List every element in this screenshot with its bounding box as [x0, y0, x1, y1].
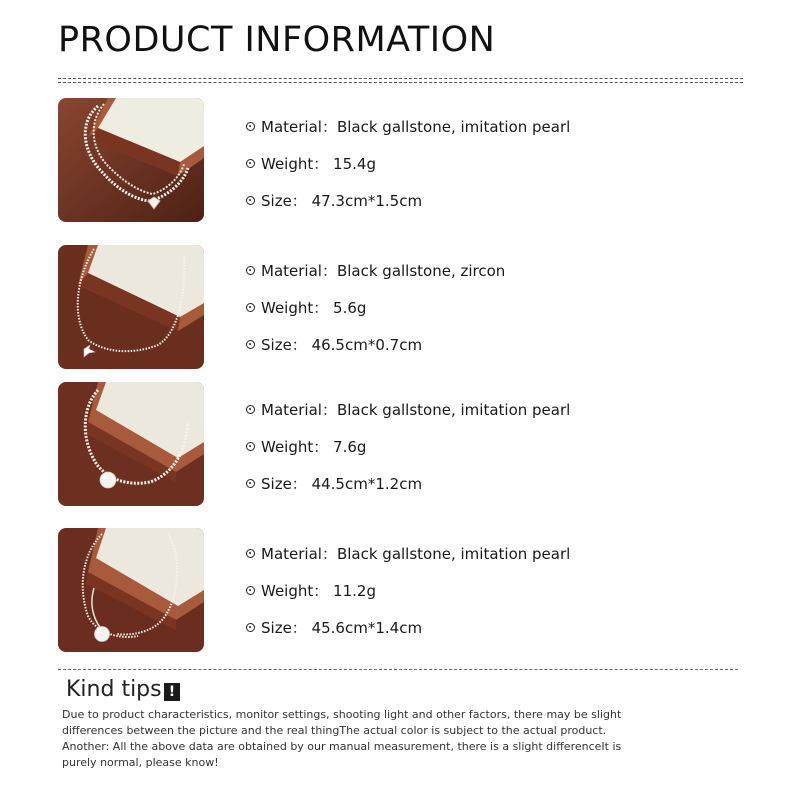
tips-line: purely normal, please know! [62, 756, 219, 769]
product-image-4 [58, 528, 204, 652]
target-icon [246, 405, 255, 414]
target-icon [246, 340, 255, 349]
divider-top [58, 78, 743, 79]
target-icon [246, 159, 255, 168]
target-icon [246, 266, 255, 275]
tips-line: Due to product characteristics, monitor settings, shooting light and other factors, there may be slight [62, 708, 622, 721]
target-icon [246, 479, 255, 488]
tips-line: Another: All the above data are obtained by our manual measurement, there is a slight differenceIt is [62, 740, 622, 753]
kind-tips-text [62, 707, 662, 771]
target-icon [246, 122, 255, 131]
divider-top-second [58, 82, 743, 83]
product-1-material: Material：Black gallstone, imitation pearl [246, 118, 570, 136]
product-4-size: Size： 45.6cm*1.4cm [246, 619, 422, 637]
target-icon [246, 586, 255, 595]
product-1-weight: Weight： 15.4g [246, 155, 376, 173]
product-1-size: Size： 47.3cm*1.5cm [246, 192, 422, 210]
target-icon [246, 303, 255, 312]
product-image-2 [58, 245, 204, 369]
target-icon [246, 623, 255, 632]
page-title: PRODUCT INFORMATION [58, 20, 496, 60]
product-3-weight: Weight： 7.6g [246, 438, 366, 456]
product-image-3 [58, 382, 204, 506]
product-3-material: Material：Black gallstone, imitation pearl [246, 401, 570, 419]
target-icon [246, 196, 255, 205]
product-2-size: Size： 46.5cm*0.7cm [246, 336, 422, 354]
product-2-material: Material：Black gallstone, zircon [246, 262, 505, 280]
product-2-weight: Weight： 5.6g [246, 299, 366, 317]
double-strand-pearl-necklace-photo [58, 528, 204, 652]
bow-pendant-necklace-photo [58, 245, 204, 369]
heart-pendant-necklace-photo [58, 98, 204, 222]
tips-line: differences between the picture and the real thingThe actual color is subject to the actual product. [62, 724, 607, 737]
product-3-size: Size： 44.5cm*1.2cm [246, 475, 422, 493]
divider-bottom [58, 669, 738, 670]
product-4-material: Material：Black gallstone, imitation pearl [246, 545, 570, 563]
target-icon [246, 442, 255, 451]
kind-tips-heading: Kind tips [66, 677, 162, 702]
product-image-1 [58, 98, 204, 222]
exclamation-icon: ! [164, 683, 180, 701]
pearl-choker-necklace-photo [58, 382, 204, 506]
target-icon [246, 549, 255, 558]
product-4-weight: Weight： 11.2g [246, 582, 376, 600]
